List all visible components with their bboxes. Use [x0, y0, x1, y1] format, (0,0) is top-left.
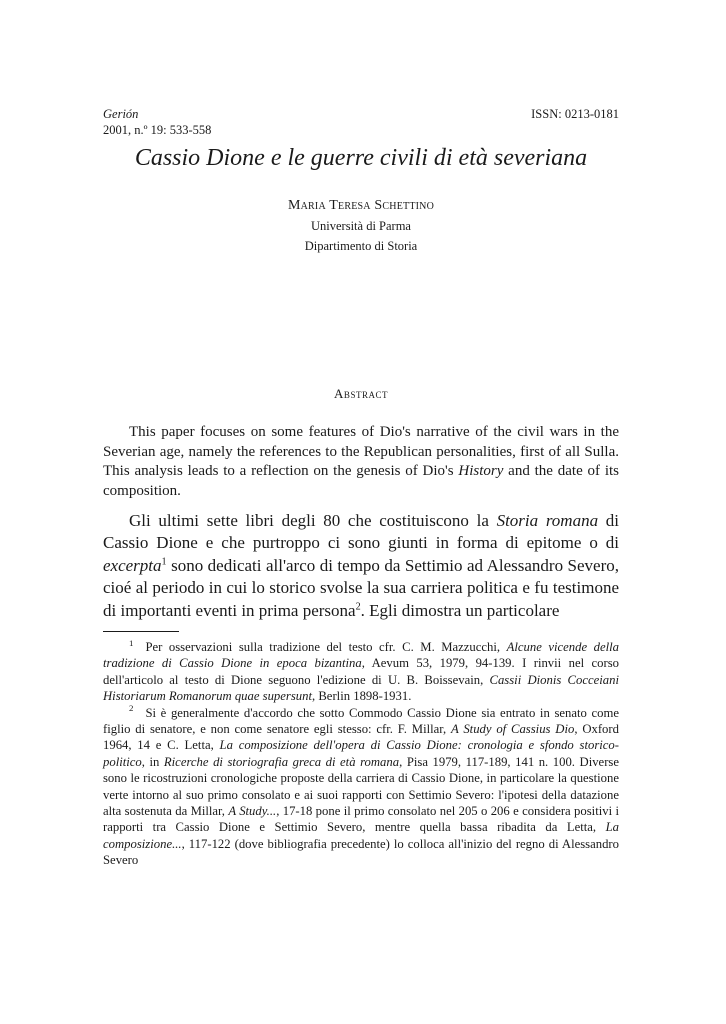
body-segment: sono dedicati all'arco di tempo da Settimio ad Alessandro Severo, cioé al periodo in cui lo storico svolse la sua carriera politica e fu testimone di importanti eventi in prima persona [103, 555, 619, 620]
body-segment: Gli ultimi sette libri degli 80 che costituiscono la [129, 511, 497, 530]
journal-name: Gerión [103, 107, 139, 121]
footnote-segment: , Pisa 1979, 117-189, 141 n. 100. Diverse sono le ricostruzioni cronologiche proposte della carriera di Cassio Dione, in particolare la questione verte intorno al suo primo consolato e ai suoi rapporti con Settimio Severo: l'ipotesi della datazione alta sostenuta da Millar, [103, 754, 619, 819]
journal-header [103, 106, 211, 138]
issn: ISSN: 0213-0181 [531, 107, 619, 121]
footnote-ref-2[interactable]: 2 [355, 600, 361, 612]
footnote-segment: Per osservazioni sulla tradizione del testo cfr. C. M. Mazzucchi, [145, 640, 507, 654]
body-segment: . Egli dimostra un particolare [360, 600, 560, 620]
footnote-italic: La composizione dell'opera di Cassio Dione: cronologia e sfondo storico-politico [103, 738, 619, 769]
body-italic: excerpta [103, 555, 162, 575]
abstract-italic: History [458, 463, 504, 480]
footnote-number: 1 [129, 637, 134, 648]
footnote-italic: A Study... [228, 804, 277, 819]
footnote-text [103, 706, 619, 868]
body-segment: di Cassio Dione e che purtroppo ci sono giunti in forma di epitome o di [103, 511, 620, 553]
footnote-italic: A Study of Cassius Dio [450, 722, 575, 737]
footnote-italic: Cassii Dionis Cocceiani Historiarum Romanorum quae supersunt [103, 672, 619, 704]
footnote-segment: , Oxford 1964, 14 e C. Letta, [103, 722, 619, 753]
footnote-segment: , 17-18 pone il primo consolato nel 205 o 206 e considera positivi i rapporti tra Cassio Dione e Settimio Severo, mentre quella bassa ribadita da Letta, [103, 804, 619, 835]
footnotes [103, 639, 619, 869]
affiliation-university: Università di Parma [311, 219, 411, 233]
abstract-text [103, 423, 619, 502]
footnote-segment: , in [141, 754, 164, 769]
body-italic: Storia romana [496, 511, 599, 530]
footnote-1 [103, 639, 619, 705]
footnote-text [103, 637, 619, 704]
footnote-italic: Ricerche di storiografia greca di età romana [163, 754, 400, 769]
footnote-divider [103, 631, 179, 632]
footnote-segment: , Aevum 53, 1979, 94-139. I rinvii nel corso dell'articolo al testo di Dione seguono l'edizione di U. B. Boissevain, [103, 656, 619, 687]
article-title: Cassio Dione e le guerre civili di età severiana [134, 145, 588, 171]
footnote-number: 2 [129, 703, 134, 714]
abstract-end: and the date of its composition. [103, 463, 620, 500]
author-name: Maria Teresa Schettino [287, 198, 435, 213]
journal-volume: 2001, n.º 19: 533-558 [103, 123, 212, 137]
footnote-ref-1[interactable]: 1 [161, 556, 167, 568]
abstract-sentence: This paper focuses on some features of Dio's narrative of the civil wars in the Severian age, namely the references to the Republican personalities, first of all Sulla. This analysis leads to a reflection on the genesis of Dio's [103, 424, 619, 480]
footnote-segment: , Berlin 1898-1931. [312, 689, 412, 704]
footnote-italic: Alcune vicende della tradizione di Cassio Dione in epoca bizantina [103, 640, 619, 671]
footnote-italic: La composizione... [103, 820, 619, 851]
affiliation-department: Dipartimento di Storia [304, 239, 418, 253]
footnote-2 [103, 705, 619, 869]
abstract-heading: Abstract [334, 386, 388, 401]
footnote-segment: Si è generalmente d'accordo che sotto Commodo Cassio Dione sia entrato in senato come figlio di senatore, e non come senatore egli stesso: cfr. F. Millar, [103, 705, 619, 737]
body-text [103, 510, 619, 622]
footnote-segment: , 117-122 (dove bibliografia precedente) lo colloca all'inizio del regno di Alessandro Severo [103, 836, 619, 868]
